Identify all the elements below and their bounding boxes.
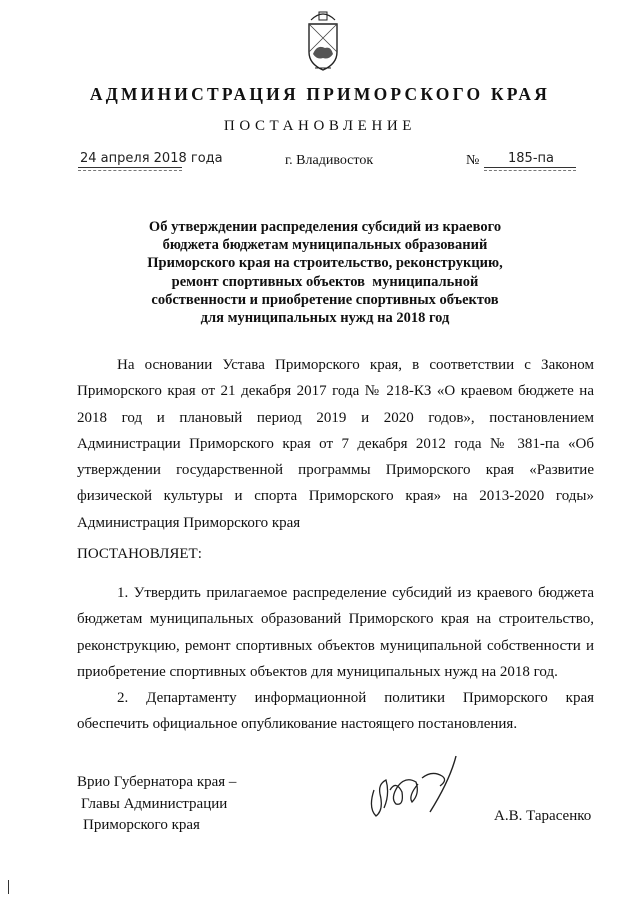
preamble-paragraph: На основании Устава Приморского края, в соответствии с Законом Приморского края от 21 декабря 2017 года № 218-КЗ «О краевом бюджете на 2018 год и плановый период 2019 и 2020 годов», постановлением Администрации Приморского края от 7 декабря 2012 года № 381-па «Об утверждении государственной программы Приморского края «Развитие физической культуры и спорта Приморского края» на 2013-2020 годы» Администрация Приморского края xyxy=(77,357,594,531)
decree-item-1: 1. Утвердить прилагаемое распределение субсидий из краевого бюджета бюджетам муниципальных образований Приморского края на строительство, реконструкцию, ремонт спортивных объектов муниципальной собственности и приобретение спортивных объектов для муниципальных нужд на 2018 год. xyxy=(77,585,594,680)
title-line: Приморского края на строительство, реконструкцию, xyxy=(147,255,503,272)
document-type: ПОСТАНОВЛЕНИЕ xyxy=(223,118,417,134)
date-underline-dashed xyxy=(78,170,182,171)
document-date: 24 апреля 2018 года xyxy=(80,151,223,166)
decree-word: ПОСТАНОВЛЯЕТ: xyxy=(77,546,202,562)
handwritten-signature xyxy=(360,750,470,822)
position-line: Врио Губернатора края – xyxy=(77,774,237,790)
number-sign: № xyxy=(466,153,480,168)
position-line: Приморского края xyxy=(83,817,200,833)
signatory-position xyxy=(77,772,236,837)
document-city: г. Владивосток xyxy=(285,153,374,168)
title-line: для муниципальных нужд на 2018 год xyxy=(200,310,450,327)
number-underline xyxy=(484,167,576,168)
position-line: Главы Администрации xyxy=(81,795,228,812)
coat-of-arms-emblem xyxy=(299,8,347,74)
title-line: собственности и приобретение спортивных объектов xyxy=(151,291,499,308)
title-line: бюджета бюджетам муниципальных образований xyxy=(162,237,488,254)
signatory-name: А.В. Тарасенко xyxy=(494,808,592,824)
title-line: Об утверждении распределения субсидий из краевого xyxy=(148,219,502,235)
date-underline xyxy=(78,167,182,168)
decree-item-2: 2. Департаменту информационной политики Приморского края обеспечить официальное опубликование настоящего постановления. xyxy=(77,690,594,733)
document-number: 185-па xyxy=(508,151,554,166)
number-underline-dashed xyxy=(484,170,576,171)
title-line: ремонт спортивных объектов муниципальной xyxy=(171,273,479,290)
organization-name: АДМИНИСТРАЦИЯ ПРИМОРСКОГО КРАЯ xyxy=(89,84,551,104)
document-title xyxy=(120,218,530,327)
margin-mark xyxy=(8,880,9,894)
